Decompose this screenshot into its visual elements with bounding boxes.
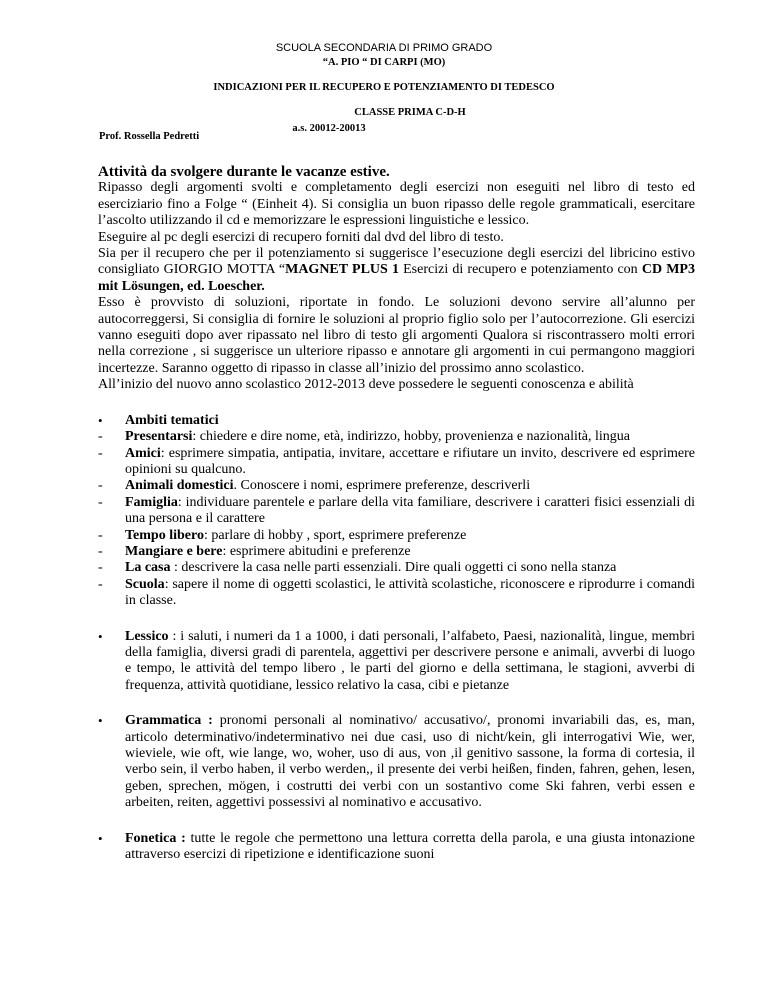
theme-text: : chiedere e dire nome, età, indirizzo, hobby, provenienza e nazionalità, lingua	[192, 429, 630, 445]
theme-item	[98, 429, 695, 445]
theme-text: : esprimere abitudini e preferenze	[222, 543, 411, 559]
theme-item	[98, 577, 695, 610]
book-suggestion-text: Sia per il recupero che per il potenziamento si suggerisce l’esecuzione degli esercizi del libricino estivo consigliato GIORGIO MOTTA “	[98, 246, 695, 278]
theme-text: : individuare parentele e parlare della vita familiare, descrivere i caratteri fisici essenziali di una persona e il carattere	[125, 494, 695, 527]
dash-icon: -	[98, 543, 103, 559]
teacher-name: Prof. Rossella Pedretti	[99, 131, 200, 142]
dash-icon: -	[98, 429, 103, 445]
theme-item	[98, 478, 695, 494]
themes-title: Ambiti tematici	[125, 412, 219, 428]
theme-text: : parlare di hobby , sport, esprimere preferenze	[203, 527, 467, 543]
book-title: MAGNET PLUS 1	[285, 262, 399, 278]
bullet-icon: •	[98, 412, 103, 428]
theme-text: : sapere il nome di oggetti scolastici, le attività scolastiche, riconoscere e riprodurre i comandi in classe.	[125, 576, 695, 609]
theme-term: Tempo libero	[125, 527, 204, 543]
grammatica-text: pronomi personali al nominativo/ accusativo/, pronomi invariabili das, es, man, articolo determinativo/indeterminativo nei due casi, uso di nicht/kein, gli interrogativi Wie, wer, wieviele, wie oft, wie lange, wo, woher, uso di aus, von ,il genitivo sassone, la forma di cortesia, il verbo sein, il verbo haben, il verbo werden,, il presente dei verbi heißen, finden, fahren, gehen, lesen, geben, sprechen, mögen, i costrutti dei verbi con un sostantivo come Ski fahren, verbi essen e arbeiten, reiten, aggettivi possessivi al nominativo e accusativo.	[125, 713, 696, 811]
dash-icon: -	[98, 527, 103, 543]
dash-icon: -	[98, 576, 103, 592]
book-cd-info: CD MP3 mit Lösungen, ed. Loescher.	[98, 262, 695, 294]
document-title: INDICAZIONI PER IL RECUPERO E POTENZIAMENTO DI TEDESCO	[213, 82, 555, 93]
intro-paragraph-4: Esso è provvisto di soluzioni, riportate in fondo. Le soluzioni devono servire all’alunno per autocorreggersi, Si consiglia di fornire le soluzioni al proprio figlio solo per l’autocorrezione. Gli esercizi vanno eseguiti dopo aver ripassato nel libro di testo gli argomenti Qualora si riscontrassero molti errori nella correzione , si suggerisce un ulteriore ripasso e annotare gli argomenti in cui permangono maggiori incertezze. Saranno oggetto di ripasso in classe all’inizio del prossimo anno scolastico.	[98, 295, 695, 376]
fonetica-text: tutte le regole che permettono una lettura corretta della parola, e una giusta intonazione attraverso esercizi di ripetizione e identificazione suoni	[125, 830, 695, 863]
theme-text: : descrivere la casa nelle parti essenziali. Dire quali oggetti ci sono nella stanza	[170, 560, 617, 576]
intro-paragraph-3	[98, 246, 695, 295]
theme-term: Amici	[125, 445, 161, 461]
grammatica-term: Grammatica :	[125, 713, 213, 729]
lessico-section	[98, 629, 695, 695]
themes-title-item	[98, 413, 695, 429]
theme-text: . Conoscere i nomi, esprimere preferenze, descriverli	[233, 478, 531, 494]
fonetica-term: Fonetica :	[125, 830, 186, 846]
intro-paragraph-1: Ripasso degli argomenti svolti e completamento degli esercizi non eseguiti nel libro di testo ed eserciziario fino a Folge “ (Einheit 4). Si consiglia un buon ripasso delle regole grammaticali, esercitare l’ascolto utilizzando il cd e memorizzare le espressioni linguistiche e lessico.	[98, 180, 695, 229]
school-year: a.s. 20012-20013	[292, 123, 366, 134]
school-city: “A. PIO “ DI CARPI (MO)	[322, 57, 446, 68]
summer-activities-heading: Attività da svolgere durante le vacanze estive.	[98, 164, 390, 180]
bullet-icon: •	[98, 628, 103, 644]
theme-item	[98, 560, 695, 576]
dash-icon: -	[98, 478, 103, 494]
dash-icon: -	[98, 494, 103, 510]
document-body	[98, 164, 695, 863]
themes-list	[98, 413, 695, 610]
theme-term: Famiglia	[125, 494, 178, 510]
theme-term: Mangiare e bere	[125, 543, 223, 559]
theme-item	[98, 544, 695, 560]
theme-item	[98, 495, 695, 528]
school-name: SCUOLA SECONDARIA DI PRIMO GRADO	[275, 42, 493, 54]
theme-term: La casa	[125, 560, 171, 576]
bullet-icon: •	[98, 830, 103, 846]
intro-paragraph-5: All’inizio del nuovo anno scolastico 2012-2013 deve possedere le seguenti conoscenza e abilità	[98, 377, 634, 393]
lessico-text: : i saluti, i numeri da 1 a 1000, i dati personali, l’alfabeto, Paesi, nazionalità, lingue, membri della famiglia, diversi gradi di parentela, aggettivi per descrivere persone e animali, avverbi di luogo e tempo, le attività del tempo libero , le parti del giorno e della settimana, le stagioni, avverbi di frequenza, attività quotidiane, lessico relativo la casa, cibi e pietanze	[125, 628, 695, 693]
intro-paragraph-2: Eseguire al pc degli esercizi di recupero forniti dal dvd del libro di testo.	[98, 229, 504, 245]
theme-text: : esprimere simpatia, antipatia, invitare, accettare e rifiutare un invito, descrivere ed esprimere opinioni su qualcuno.	[125, 445, 695, 477]
theme-term: Presentarsi	[125, 429, 193, 445]
bullet-icon: •	[98, 713, 103, 729]
theme-item	[98, 528, 695, 544]
dash-icon: -	[98, 560, 103, 576]
theme-term: Animali domestici	[125, 478, 234, 494]
lessico-term: Lessico	[125, 628, 169, 644]
fonetica-section	[98, 831, 695, 864]
theme-item	[98, 446, 695, 479]
theme-term: Scuola	[125, 576, 165, 592]
dash-icon: -	[98, 445, 103, 461]
grammatica-section	[98, 713, 695, 811]
book-suggestion-text-2: Esercizi di recupero e potenziamento con	[398, 262, 642, 278]
class-label: CLASSE PRIMA C-D-H	[354, 107, 466, 118]
